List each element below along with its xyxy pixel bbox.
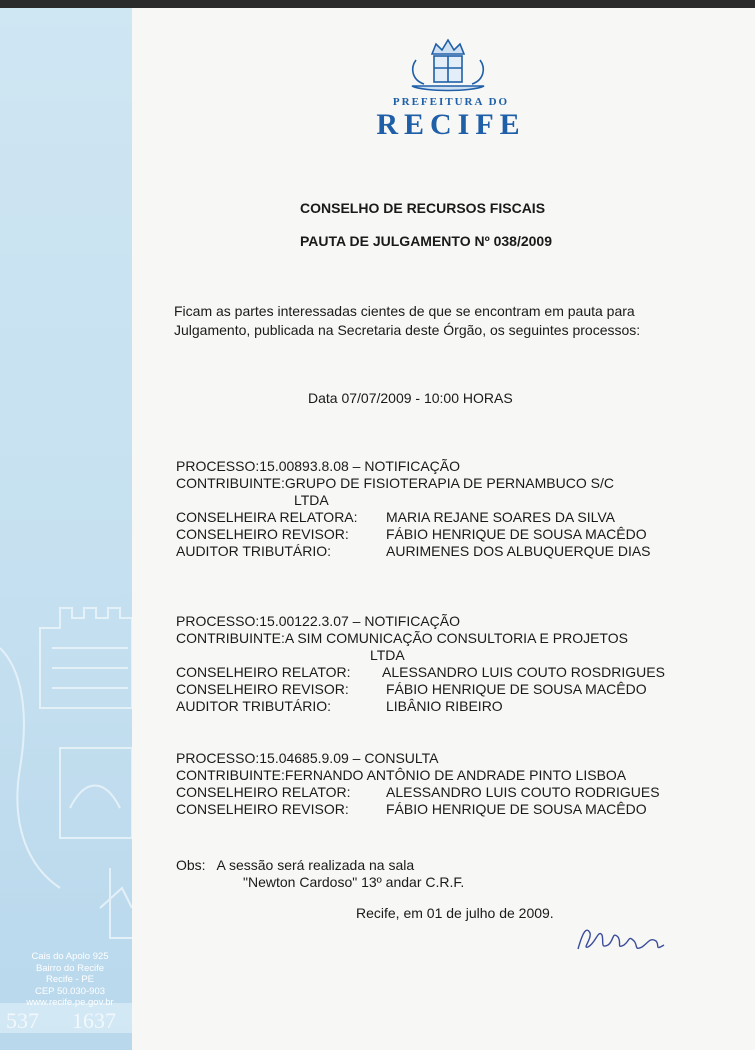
role-value: FÁBIO HENRIQUE DE SOUSA MACÊDO (386, 681, 647, 697)
city-watermark-illustration (0, 8, 132, 1050)
contribuinte-value: A SIM COMUNICAÇÃO CONSULTORIA E PROJETOS (284, 630, 628, 646)
address-line: Bairro do Recife (35, 962, 105, 974)
role-value: ALESSANDRO LUIS COUTO RODRIGUES (386, 784, 660, 800)
address-line: www.recife.pe.gov.br (26, 997, 114, 1008)
role-value: FÁBIO HENRIQUE DE SOUSA MACÊDO (386, 526, 647, 542)
letterhead-city: RECIFE (376, 108, 526, 141)
place-and-date: Recife, em 01 de julho de 2009. (356, 905, 554, 921)
address-line: CEP 50.030-903 (34, 985, 106, 997)
contribuinte-continuation: LTDA (294, 492, 329, 508)
contribuinte-value: GRUPO DE FISIOTERAPIA DE PERNAMBUCO S/C (284, 475, 614, 491)
contribuinte-row (176, 475, 696, 492)
svg-text:1637: 1637 (72, 1008, 116, 1033)
observation-label: Obs: (176, 857, 206, 873)
coat-of-arms-logo (372, 34, 532, 94)
role-value: MARIA REJANE SOARES DA SILVA (386, 509, 615, 525)
document-subtitle: PAUTA DE JULGAMENTO Nº 038/2009 (300, 233, 552, 249)
role-value: AURIMENES DOS ALBUQUERQUE DIAS (386, 543, 651, 559)
role-row (176, 681, 696, 698)
document-title: CONSELHO DE RECURSOS FISCAIS (300, 200, 546, 216)
intro-paragraph: Ficam as partes interessadas cientes de que se encontram em pauta para Julgamento, publicada na Secretaria deste Órgão, os seguintes processos: (174, 303, 641, 338)
role-row (176, 509, 696, 526)
process-number: PROCESSO:15.00893.8.08 – NOTIFICAÇÃO (176, 458, 461, 474)
process-block (176, 458, 696, 560)
process-number: PROCESSO:15.00122.3.07 – NOTIFICAÇÃO (176, 613, 461, 629)
role-row (176, 698, 696, 715)
role-row (176, 526, 696, 543)
process-block (176, 750, 696, 818)
session-date: Data 07/07/2009 - 10:00 HORAS (308, 390, 513, 406)
address-line: Cais do Apolo 925 (31, 951, 109, 962)
contribuinte-row (176, 630, 696, 647)
svg-text:537: 537 (6, 1008, 39, 1033)
role-label: CONSELHEIRA RELATORA: (176, 509, 358, 525)
role-label: CONSELHEIRO REVISOR: (176, 801, 349, 817)
role-value: LIBÂNIO RIBEIRO (386, 698, 503, 714)
contribuinte-value: FERNANDO ANTÔNIO DE ANDRADE PINTO LISBOA (284, 767, 627, 783)
role-row (176, 664, 696, 681)
letterhead-prefeitura: PREFEITURA DO (392, 96, 510, 108)
role-row (176, 784, 696, 801)
role-label: CONSELHEIRO RELATOR: (176, 664, 351, 680)
letterhead-side-panel (0, 8, 132, 1050)
contribuinte-label: CONTRIBUINTE: (176, 475, 285, 491)
contribuinte-label: CONTRIBUINTE: (176, 630, 285, 646)
role-value: FÁBIO HENRIQUE DE SOUSA MACÊDO (386, 801, 647, 817)
process-block (176, 613, 696, 715)
address-block (18, 951, 122, 1009)
role-label: AUDITOR TRIBUTÁRIO: (176, 543, 332, 559)
contribuinte-row (176, 767, 696, 784)
role-label: AUDITOR TRIBUTÁRIO: (176, 698, 332, 714)
handwritten-signature (572, 915, 672, 959)
role-value: ALESSANDRO LUIS COUTO ROSDRIGUES (382, 664, 665, 680)
address-line: Recife - PE (45, 974, 95, 985)
scan-top-edge (0, 0, 755, 8)
contribuinte-label: CONTRIBUINTE: (176, 767, 285, 783)
contribuinte-continuation: LTDA (370, 647, 405, 663)
role-row (176, 543, 696, 560)
role-label: CONSELHEIRO REVISOR: (176, 681, 349, 697)
observation-room: "Newton Cardoso" 13º andar C.R.F. (243, 874, 465, 890)
role-label: CONSELHEIRO REVISOR: (176, 526, 349, 542)
observation-text: A sessão será realizada na sala (216, 857, 415, 873)
observation (176, 856, 414, 875)
role-row (176, 801, 696, 818)
process-number: PROCESSO:15.04685.9.09 – CONSULTA (176, 750, 439, 766)
role-label: CONSELHEIRO RELATOR: (176, 784, 351, 800)
